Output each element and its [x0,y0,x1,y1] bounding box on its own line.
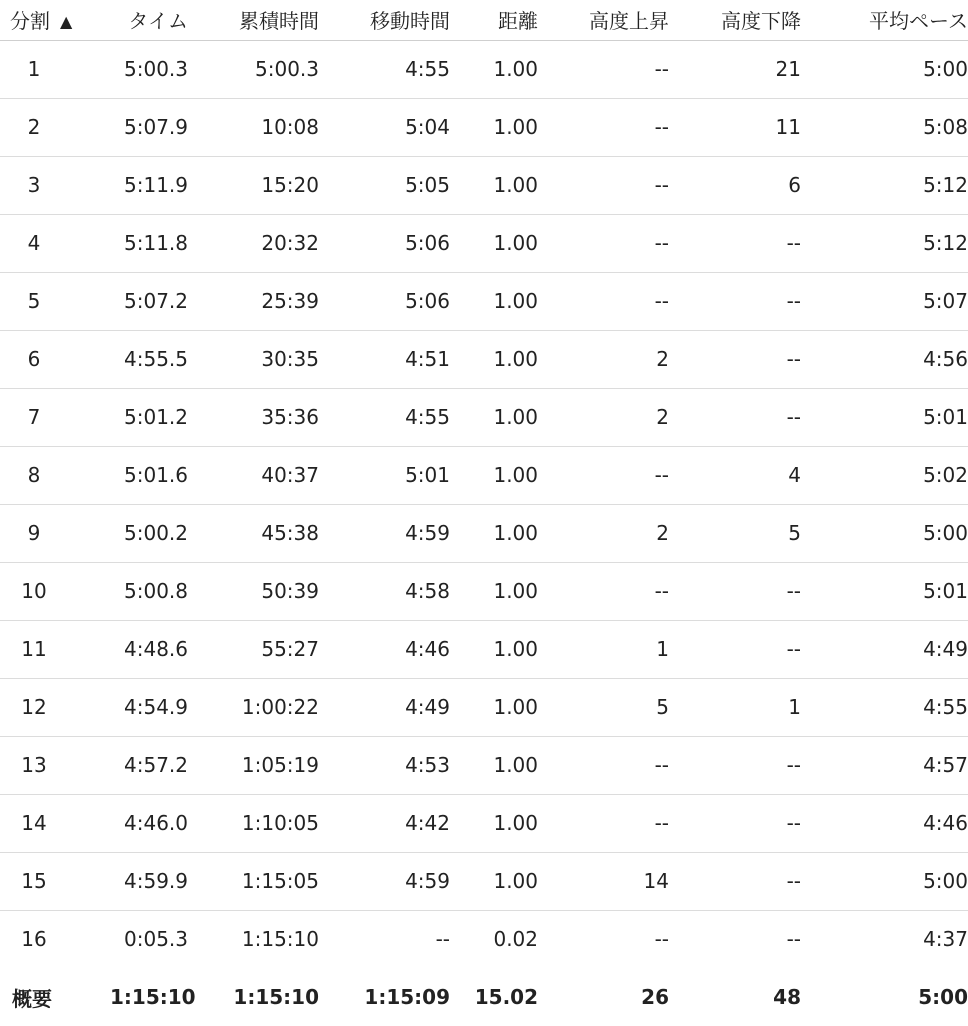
cell-moving-time: 4:59 [319,852,450,910]
cell-time: 5:00.8 [110,562,188,620]
cell-time: 4:48.6 [110,620,188,678]
summary-time: 1:15:10 [110,985,196,1009]
cell-elevation-gain: 2 [538,388,669,446]
cell-cumulative-time: 25:39 [188,272,319,330]
cell-moving-time: -- [435,927,450,952]
cell-time: 5:00.3 [110,40,188,98]
cell-elevation-loss: 5 [669,504,801,562]
column-header-split-label: 分割 [10,9,50,34]
column-header-avg-pace[interactable]: 平均ペース [801,0,968,40]
cell-elevation-loss: -- [669,620,801,678]
cell-distance: 1.00 [450,736,538,794]
cell-time: 4:59.9 [110,852,188,910]
cell-cumulative-time: 45:38 [188,504,319,562]
cell-cumulative-time: 5:00.3 [188,40,319,98]
summary-row [0,968,968,1026]
table-row [0,562,968,620]
cell-cumulative-time: 35:36 [188,388,319,446]
cell-distance: 1.00 [450,40,538,98]
cell-elevation-loss: 21 [669,40,801,98]
column-header-moving-time[interactable]: 移動時間 [319,0,450,40]
column-header-cumulative-time[interactable]: 累積時間 [188,0,319,40]
cell-split: 14 [0,794,110,852]
cell-avg-pace: 4:56 [801,330,968,388]
table-row [0,214,968,272]
cell-time: 5:01.2 [110,388,188,446]
cell-split: 1 [0,40,110,98]
column-header-distance[interactable]: 距離 [450,0,538,40]
cell-moving-time: 4:46 [319,620,450,678]
summary-cumulative-time: 1:15:10 [233,985,319,1009]
cell-distance: 1.00 [450,388,538,446]
cell-elevation-gain: -- [654,927,669,952]
cell-distance: 1.00 [450,272,538,330]
cell-elevation-loss: 6 [669,156,801,214]
cell-moving-time: 4:51 [319,330,450,388]
table-row [0,678,968,736]
cell-moving-time: 5:06 [319,214,450,272]
cell-elevation-gain: 1 [538,620,669,678]
cell-elevation-gain: 5 [538,678,669,736]
cell-split: 6 [0,330,110,388]
cell-elevation-gain: 2 [538,504,669,562]
cell-time: 5:07.9 [110,98,188,156]
cell-elevation-gain: -- [538,40,669,98]
cell-avg-pace: 4:57 [801,736,968,794]
cell-split: 16 [21,927,47,952]
table-row [0,388,968,446]
cell-split: 11 [0,620,110,678]
cell-avg-pace: 5:00 [801,852,968,910]
cell-distance: 1.00 [450,446,538,504]
column-header-elevation-loss[interactable]: 高度下降 [669,0,801,40]
cell-elevation-gain: -- [538,562,669,620]
table-row [0,910,968,968]
cell-time: 5:11.8 [110,214,188,272]
cell-distance: 1.00 [450,156,538,214]
cell-elevation-loss: -- [669,272,801,330]
cell-elevation-gain: -- [538,736,669,794]
cell-elevation-loss: 11 [669,98,801,156]
cell-distance: 1.00 [450,330,538,388]
table-row [0,40,968,98]
cell-time: 0:05.3 [124,927,188,952]
cell-time: 4:54.9 [110,678,188,736]
cell-distance: 0.02 [493,927,538,952]
cell-split: 2 [0,98,110,156]
cell-moving-time: 4:59 [319,504,450,562]
cell-elevation-gain: -- [538,272,669,330]
cell-elevation-loss: -- [786,927,801,952]
cell-time: 5:07.2 [110,272,188,330]
cell-cumulative-time: 1:05:19 [188,736,319,794]
cell-elevation-loss: -- [669,562,801,620]
cell-time: 4:57.2 [110,736,188,794]
cell-cumulative-time: 15:20 [188,156,319,214]
cell-avg-pace: 4:49 [801,620,968,678]
cell-elevation-loss: 4 [669,446,801,504]
cell-split: 10 [0,562,110,620]
cell-split: 5 [0,272,110,330]
cell-elevation-gain: 2 [538,330,669,388]
cell-avg-pace: 4:46 [801,794,968,852]
cell-time: 5:11.9 [110,156,188,214]
column-header-elevation-gain[interactable]: 高度上昇 [538,0,669,40]
cell-distance: 1.00 [450,214,538,272]
cell-moving-time: 4:49 [319,678,450,736]
cell-moving-time: 4:58 [319,562,450,620]
table-row [0,504,968,562]
cell-avg-pace: 5:00 [801,40,968,98]
cell-distance: 1.00 [450,98,538,156]
cell-elevation-loss: -- [669,736,801,794]
column-header-time[interactable]: タイム [110,0,188,40]
summary-label: 概要 [12,986,52,1011]
cell-avg-pace: 5:12 [801,156,968,214]
cell-split: 4 [0,214,110,272]
cell-time: 5:00.2 [110,504,188,562]
table-row [0,98,968,156]
summary-moving-time: 1:15:09 [364,985,450,1009]
cell-cumulative-time: 40:37 [188,446,319,504]
table-row [0,736,968,794]
cell-avg-pace: 5:12 [801,214,968,272]
cell-time: 5:01.6 [110,446,188,504]
table-row [0,852,968,910]
cell-elevation-gain: -- [538,794,669,852]
cell-cumulative-time: 1:00:22 [188,678,319,736]
cell-distance: 1.00 [450,504,538,562]
table-row [0,620,968,678]
table-row [0,446,968,504]
cell-elevation-loss: 1 [669,678,801,736]
cell-cumulative-time: 30:35 [188,330,319,388]
cell-distance: 1.00 [450,620,538,678]
summary-elevation-gain: 26 [641,985,669,1009]
cell-cumulative-time: 20:32 [188,214,319,272]
cell-avg-pace: 5:01 [801,388,968,446]
cell-elevation-loss: -- [669,214,801,272]
cell-moving-time: 5:06 [319,272,450,330]
cell-elevation-gain: -- [538,98,669,156]
cell-time: 4:55.5 [110,330,188,388]
cell-distance: 1.00 [450,678,538,736]
cell-split: 12 [0,678,110,736]
cell-split: 7 [0,388,110,446]
table-header [0,0,968,40]
cell-cumulative-time: 1:10:05 [188,794,319,852]
cell-avg-pace: 5:00 [801,504,968,562]
summary-distance: 15.02 [474,985,538,1009]
cell-time: 4:46.0 [110,794,188,852]
cell-moving-time: 4:53 [319,736,450,794]
summary-avg-pace: 5:00 [918,985,968,1009]
cell-avg-pace: 4:37 [923,927,968,952]
cell-avg-pace: 4:55 [801,678,968,736]
cell-avg-pace: 5:08 [801,98,968,156]
cell-moving-time: 4:55 [319,388,450,446]
cell-elevation-loss: -- [669,388,801,446]
cell-split: 9 [0,504,110,562]
cell-cumulative-time: 1:15:10 [241,927,319,952]
cell-moving-time: 5:01 [319,446,450,504]
cell-elevation-gain: -- [538,156,669,214]
summary-elevation-loss: 48 [773,985,801,1009]
table-row [0,794,968,852]
cell-elevation-loss: -- [669,794,801,852]
cell-avg-pace: 5:07 [801,272,968,330]
cell-elevation-gain: -- [538,446,669,504]
cell-cumulative-time: 10:08 [188,98,319,156]
cell-moving-time: 5:04 [319,98,450,156]
cell-elevation-gain: 14 [538,852,669,910]
cell-split: 13 [0,736,110,794]
table-row [0,156,968,214]
cell-elevation-gain: -- [538,214,669,272]
cell-split: 3 [0,156,110,214]
cell-split: 8 [0,446,110,504]
cell-moving-time: 5:05 [319,156,450,214]
table-footer [0,968,968,1026]
cell-cumulative-time: 1:15:05 [188,852,319,910]
cell-cumulative-time: 55:27 [188,620,319,678]
sort-ascending-icon: ▲ [60,12,73,32]
cell-distance: 1.00 [450,794,538,852]
cell-avg-pace: 5:01 [801,562,968,620]
cell-moving-time: 4:55 [319,40,450,98]
cell-elevation-loss: -- [669,852,801,910]
table-row [0,330,968,388]
cell-moving-time: 4:42 [319,794,450,852]
cell-cumulative-time: 50:39 [188,562,319,620]
cell-distance: 1.00 [450,852,538,910]
column-header-split[interactable] [0,0,110,40]
cell-distance: 1.00 [450,562,538,620]
table-body [0,40,968,968]
cell-split: 15 [0,852,110,910]
cell-avg-pace: 5:02 [801,446,968,504]
table-row [0,272,968,330]
cell-elevation-loss: -- [669,330,801,388]
